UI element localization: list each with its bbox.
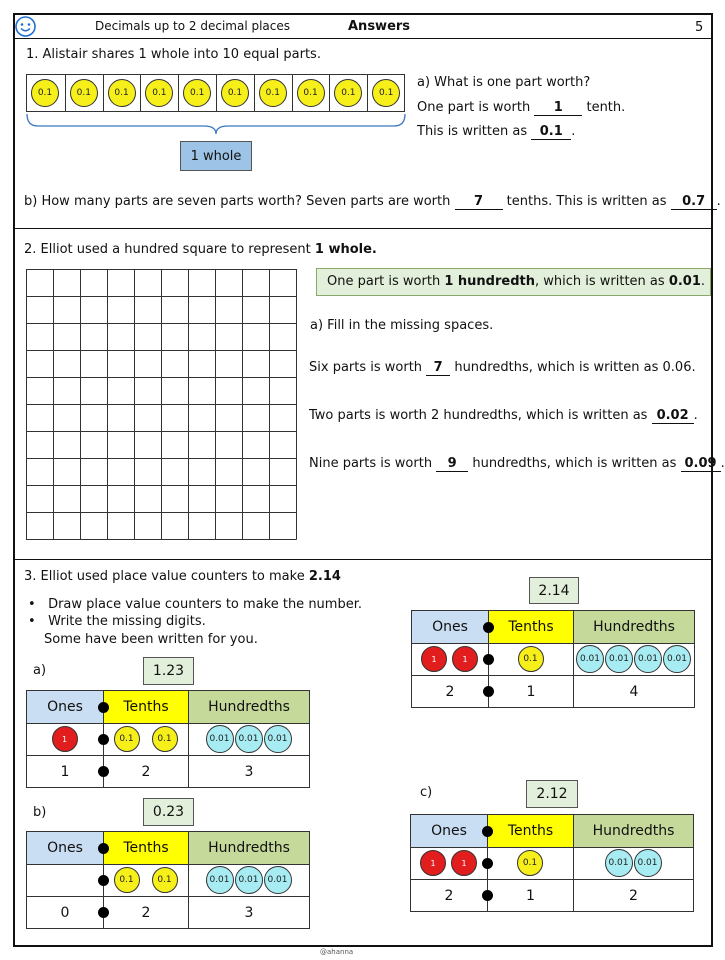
hundredths-header: Hundredths (188, 690, 310, 724)
q2-info-box (316, 268, 711, 296)
decimal-point-dot (483, 622, 494, 633)
ones-counter: 1 (421, 646, 447, 672)
ones-header: Ones (26, 831, 104, 865)
q2-line3-post: . (720, 456, 725, 471)
strip-cell (329, 75, 367, 111)
q1-brace (26, 112, 406, 142)
ones-header: Ones (411, 610, 489, 644)
digit-cell: 2 (411, 675, 489, 708)
digit-cell: 3 (188, 896, 310, 929)
ones-counter: 1 (451, 850, 477, 876)
tenths-counter: 0.1 (152, 726, 178, 752)
strip-cell (178, 75, 216, 111)
q2-line1-post: hundredths, which is written as 0.06. (454, 360, 696, 375)
pv-target-number: 0.23 (143, 798, 194, 826)
pv-target-number: 2.14 (529, 577, 579, 604)
strip-cell (292, 75, 330, 111)
pv-target-number: 1.23 (143, 657, 194, 685)
tenths-header: Tenths (488, 610, 574, 644)
decimal-point-dot (98, 702, 109, 713)
strip-cell (103, 75, 141, 111)
q2-text-pre: 2. Elliot used a hundred square to represent (24, 242, 311, 257)
q3-bullet-2-text: Write the missing digits. (48, 614, 206, 629)
q1a-question: a) What is one part worth? (417, 75, 591, 90)
q2-info-bold1: 1 hundredth (444, 274, 535, 289)
tenths-header: Tenths (103, 690, 189, 724)
hundredths-counter: 0.01 (605, 849, 633, 877)
q2-answer-3: 9 (436, 457, 468, 472)
tenth-counter: 0.1 (334, 79, 362, 107)
q2-line1-pre: Six parts is worth (309, 360, 423, 375)
q3b-letter: b) (33, 805, 47, 820)
footer-credit: @ahanna (320, 948, 354, 956)
strip-cell (254, 75, 292, 111)
q1-divider (13, 228, 713, 229)
decimal-point-dot (98, 875, 109, 886)
q1a-answer-2: 0.1 (531, 125, 571, 140)
q2-line3-mid: hundredths, which is written as (472, 456, 677, 471)
tenths-counter: 0.1 (152, 867, 178, 893)
q2-text-bold: 1 whole. (314, 242, 377, 257)
q1b-mid: tenths. This is written as (506, 194, 667, 209)
hundredths-counter: 0.01 (235, 866, 263, 894)
digit-cell: 2 (410, 879, 488, 912)
digit-cell: 1 (487, 879, 574, 912)
hundredths-counter: 0.01 (605, 645, 633, 673)
q1a-line2 (417, 124, 575, 140)
tenth-counter: 0.1 (297, 79, 325, 107)
hundredths-counter: 0.01 (576, 645, 604, 673)
q1-tenths-strip (26, 74, 405, 112)
worksheet-topic: Decimals up to 2 decimal places (95, 19, 291, 33)
q3-text-bold: 2.14 (308, 569, 341, 584)
q2-line2 (309, 408, 698, 424)
q1a-line1-post: tenth. (586, 100, 626, 115)
q3-bullet-1-text: Draw place value counters to make the number. (48, 597, 362, 612)
q2-line1 (309, 360, 696, 376)
hundredths-counter: 0.01 (206, 725, 234, 753)
decimal-point-dot (482, 858, 493, 869)
smiley-icon (15, 16, 36, 37)
tenth-counter: 0.1 (183, 79, 211, 107)
ones-header: Ones (26, 690, 104, 724)
q2-line2-pre: Two parts is worth 2 hundredths, which is written as (309, 408, 648, 423)
strip-cell (27, 75, 65, 111)
digit-cell: 2 (103, 755, 189, 788)
decimal-point-dot (482, 826, 493, 837)
q2a-title: a) Fill in the missing spaces. (310, 318, 494, 333)
q2-divider (13, 559, 713, 560)
q1-text: 1. Alistair shares 1 whole into 10 equal parts. (26, 47, 321, 62)
q2-answer-4: 0.09 (681, 457, 721, 472)
q2-line3-pre: Nine parts is worth (309, 456, 433, 471)
q1-whole-box: 1 whole (180, 141, 252, 171)
hundredths-counter: 0.01 (634, 645, 662, 673)
worksheet-title: Answers (348, 19, 411, 34)
q3a-letter: a) (33, 663, 47, 678)
q2-line3 (309, 456, 725, 472)
hundredths-counter: 0.01 (634, 849, 662, 877)
q3-text-pre: 3. Elliot used place value counters to make (24, 569, 305, 584)
page-number: 5 (695, 20, 704, 35)
hundredths-counter: 0.01 (264, 725, 292, 753)
q1b-post: . (716, 194, 721, 209)
decimal-point-dot (98, 843, 109, 854)
hundredths-header: Hundredths (573, 814, 694, 848)
tenth-counter: 0.1 (372, 79, 400, 107)
q3-text (24, 569, 341, 584)
digit-cell: 2 (573, 879, 694, 912)
ones-header: Ones (410, 814, 488, 848)
header-divider (13, 38, 713, 39)
tenths-header: Tenths (487, 814, 574, 848)
q1a-line1 (417, 100, 625, 116)
q1a-line1-pre: One part is worth (417, 100, 531, 115)
tenth-counter: 0.1 (221, 79, 249, 107)
tenths-header: Tenths (103, 831, 189, 865)
decimal-point-dot (482, 890, 493, 901)
digit-cell: 0 (26, 896, 104, 929)
tenths-counter: 0.1 (114, 726, 140, 752)
hundredths-counter: 0.01 (663, 645, 691, 673)
q1b-answer-2: 0.7 (671, 195, 717, 210)
ones-counter: 1 (452, 646, 478, 672)
tenths-counter: 0.1 (114, 867, 140, 893)
q2-answer-2: 0.02 (652, 409, 694, 424)
digit-cell: 1 (488, 675, 574, 708)
q2-text (24, 242, 377, 257)
digit-cell: 4 (573, 675, 695, 708)
hundredths-header: Hundredths (188, 831, 310, 865)
decimal-point-dot (98, 766, 109, 777)
q2-info-bold2: 0.01 (668, 274, 701, 289)
q2-answer-1: 7 (426, 361, 450, 376)
q1b-line (24, 194, 721, 210)
tenth-counter: 0.1 (31, 79, 59, 107)
tenth-counter: 0.1 (70, 79, 98, 107)
q1a-line2-post: . (571, 124, 576, 139)
q1a-line2-pre: This is written as (417, 124, 528, 139)
q2-info-mid: , which is written as (534, 274, 665, 289)
strip-cell (216, 75, 254, 111)
tenth-counter: 0.1 (259, 79, 287, 107)
decimal-point-dot (483, 686, 494, 697)
digit-cell: 1 (26, 755, 104, 788)
hundredths-header: Hundredths (573, 610, 695, 644)
q3-bullet-1: • Draw place value counters to make the number. (28, 597, 362, 612)
hundred-square (26, 269, 297, 540)
q3-bullet-2: • Write the missing digits. (28, 614, 206, 629)
ones-counter: 1 (52, 726, 78, 752)
q3c-letter: c) (420, 785, 433, 800)
hundredths-counter: 0.01 (264, 866, 292, 894)
digit-cell: 2 (103, 896, 189, 929)
decimal-point-dot (483, 654, 494, 665)
pv-target-number: 2.12 (526, 780, 578, 808)
hundredths-counter: 0.01 (206, 866, 234, 894)
strip-cell (65, 75, 103, 111)
decimal-point-dot (98, 907, 109, 918)
strip-cell (140, 75, 178, 111)
tenths-counter: 0.1 (518, 646, 544, 672)
strip-cell (367, 75, 405, 111)
tenth-counter: 0.1 (108, 79, 136, 107)
digit-cell: 3 (188, 755, 310, 788)
q1b-question: b) How many parts are seven parts worth? Seven parts are worth (24, 194, 451, 209)
q2-info-post: . (700, 274, 706, 289)
q1b-answer-1: 7 (455, 195, 503, 210)
counter-cell (26, 864, 104, 897)
hundredths-counter: 0.01 (235, 725, 263, 753)
q3-bullet-2b: Some have been written for you. (44, 632, 258, 647)
q1a-answer-1: 1 (534, 101, 582, 116)
q2-info-pre: One part is worth (327, 274, 441, 289)
tenth-counter: 0.1 (145, 79, 173, 107)
tenths-counter: 0.1 (517, 850, 543, 876)
ones-counter: 1 (420, 850, 446, 876)
decimal-point-dot (98, 734, 109, 745)
q2-line2-post: . (693, 408, 698, 423)
